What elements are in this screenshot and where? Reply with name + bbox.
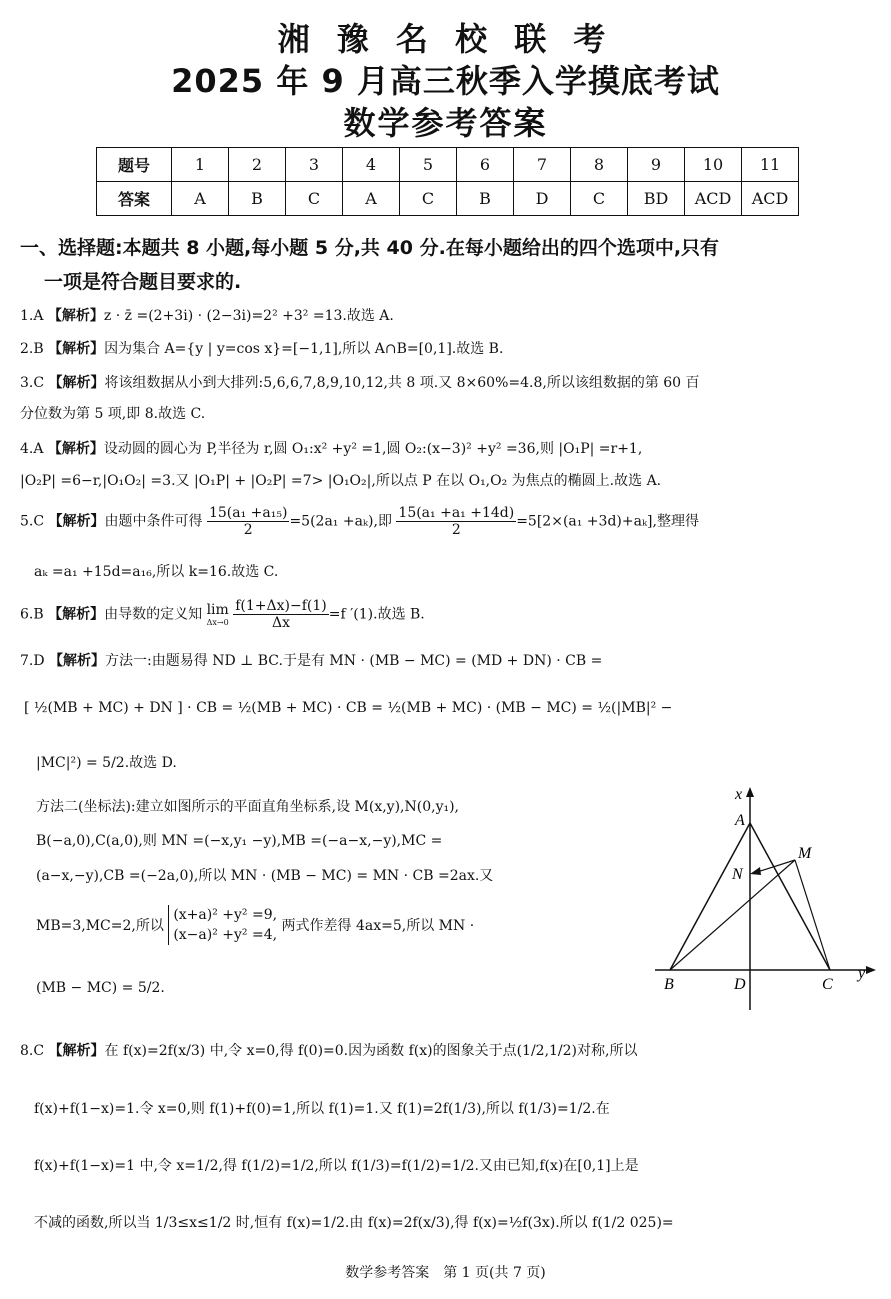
point-label-A: A [735,812,745,829]
q7-tag: 【解析】 [49,653,106,669]
page-footer: 数学参考答案 第 1 页(共 7 页) [345,1265,546,1281]
q7-text-line3: |MC|²) = 5/2.故选 D. [36,755,177,771]
q1-number: 1.A [20,308,44,324]
q2-solution [20,338,503,358]
q8-number: 8.C [20,1043,45,1059]
q7-m2-text-b: 两式作差得 4ax=5,所以 MN · [281,918,475,934]
vector-MN-arrow [750,867,761,875]
q6-text-post: =f ′(1).故选 B. [328,606,425,623]
q5-fraction-1 [207,505,289,538]
fraction-denominator: Δx [271,615,290,631]
q4-tag: 【解析】 [47,441,104,457]
question-number-cell: 1 [172,148,229,182]
question-number-cell: 2 [229,148,286,182]
q2-number: 2.B [20,341,44,357]
exam-title-line2: 2025 年 9 月高三秋季入学摸底考试 [171,62,720,100]
answer-cell: ACD [685,182,742,216]
point-label-M: M [798,845,812,862]
q7-number: 7.D [20,653,45,669]
q7-method2-line4 [36,905,474,945]
question-number-cell: 7 [514,148,571,182]
q6-number: 6.B [20,606,44,623]
answer-cell: BD [628,182,685,216]
q3-text-line2: 分位数为第 5 项,即 8.故选 C. [20,406,206,422]
answer-table-number-row [97,148,799,182]
q2-text: 因为集合 A={y | y=cos x}=[−1,1],所以 A∩B=[0,1].故选 B. [104,341,504,357]
q6-solution [20,598,425,631]
q7-method2-line1: 方法二(坐标法):建立如图所示的平面直角坐标系,设 M(x,y),N(0,y₁), [36,799,460,815]
answer-table-answer-row [97,182,799,216]
q4-text-line1: 设动圆的圆心为 P,半径为 r,圆 O₁:x² +y² =1,圆 O₂:(x−3)² +y² =36,则 |O₁P| =r+1, [103,441,643,457]
q8-tag: 【解析】 [48,1043,105,1059]
q5-number: 5.C [20,513,45,530]
q7-solution [20,650,602,670]
q5-tag: 【解析】 [48,513,105,530]
point-label-B: B [664,976,674,993]
q3-text-line1: 将该组数据从小到大排列:5,6,6,7,8,9,10,12,共 8 项.又 8×60%=4.8,所以该组数据的第 60 百 [104,375,700,391]
exam-title-line1: 湘 豫 名 校 联 考 [277,20,614,58]
answer-cell: B [229,182,286,216]
answer-cell: C [400,182,457,216]
limit-subscript: Δx→0 [206,618,229,627]
q7-text-line2: [ ½(MB + MC) + DN ] · CB = ½(MB + MC) · CB = ½(MB + MC) · (MB − MC) = ½(|MB|² − [24,700,673,716]
answer-cell: B [457,182,514,216]
q8-text-line4: 不减的函数,所以当 1/3≤x≤1/2 时,恒有 f(x)=1/2.由 f(x)=2f(x/3),得 f(x)=½f(3x).所以 f(1/2 025)= [34,1215,674,1231]
q7-method2-line2: B(−a,0),C(a,0),则 MN =(−x,y₁ −y),MB =(−a−x,−y),MC = [36,833,443,849]
limit-symbol: lim [206,602,229,618]
fraction-denominator: 2 [451,522,461,538]
q7-m2-text-a: MB=3,MC=2,所以 [36,918,164,934]
exam-title-line3: 数学参考答案 [343,104,548,142]
answer-cell: D [514,182,571,216]
q5-text-mid1: =5(2a₁ +aₖ),即 [289,513,392,530]
q3-number: 3.C [20,375,45,391]
q1-tag: 【解析】 [47,308,104,324]
equation-2: (x−a)² +y² =4, [173,927,278,943]
q5-text-mid2: =5[2×(a₁ +3d)+aₖ],整理得 [516,513,699,530]
table-header-number: 题号 [97,148,172,182]
point-label-D: D [734,976,746,993]
section-heading-cont: 一项是符合题目要求的. [44,271,242,293]
fraction-denominator: 2 [243,522,253,538]
equation-1: (x+a)² +y² =9, [173,907,278,923]
question-number-cell: 9 [628,148,685,182]
q4-number: 4.A [20,441,44,457]
q1-solution [20,305,394,325]
answer-cell: C [286,182,343,216]
question-number-cell: 10 [685,148,742,182]
fraction-numerator: 15(a₁ +a₁₅) [208,505,288,521]
equation-system [168,905,277,945]
segment-AB [670,823,750,970]
x-axis-arrow [746,787,754,797]
answer-cell: A [343,182,400,216]
q1-text: z · z̄ =(2+3i) · (2−3i)=2² +3² =13.故选 A. [103,308,394,324]
question-number-cell: 11 [742,148,799,182]
q8-solution [20,1040,637,1060]
answer-cell: ACD [742,182,799,216]
point-label-C: C [822,976,833,993]
question-number-cell: 6 [457,148,514,182]
q6-tag: 【解析】 [48,606,105,623]
question-number-cell: 3 [286,148,343,182]
point-label-N: N [732,866,743,883]
q5-solution [20,505,699,538]
question-number-cell: 5 [400,148,457,182]
q6-limit [207,602,229,627]
axis-label-x: x [735,786,743,803]
q5-fraction-2 [396,505,516,538]
axis-label-y: y [858,965,866,982]
q4-solution [20,438,642,458]
q4-text-line2: |O₂P| =6−r,|O₁O₂| =3.又 |O₁P| + |O₂P| =7> |O₁O₂|,所以点 P 在以 O₁,O₂ 为焦点的椭圆上.故选 A. [20,473,662,489]
geometry-figure [650,785,880,1015]
q8-text-line1: 在 f(x)=2f(x/3) 中,令 x=0,得 f(0)=0.因为函数 f(x)的图象关于点(1/2,1/2)对称,所以 [104,1043,638,1059]
q7-text-line1: 方法一:由题易得 ND ⊥ BC.于是有 MN · (MB − MC) = (MD + DN) · CB = [105,653,603,669]
q8-text-line3: f(x)+f(1−x)=1 中,令 x=1/2,得 f(1/2)=1/2,所以 f(1/3)=f(1/2)=1/2.又由已知,f(x)在[0,1]上是 [34,1158,639,1174]
q2-tag: 【解析】 [48,341,105,357]
y-axis-arrow [866,966,876,974]
q8-text-line2: f(x)+f(1−x)=1.令 x=0,则 f(1)+f(0)=1,所以 f(1)=1.又 f(1)=2f(1/3),所以 f(1/3)=1/2.在 [34,1101,610,1117]
fraction-numerator: 15(a₁ +a₁ +14d) [398,505,515,521]
segment-AC [750,823,830,970]
q6-text-pre: 由导数的定义知 [104,606,203,623]
question-number-cell: 8 [571,148,628,182]
q7-method2-line3: (a−x,−y),CB =(−2a,0),所以 MN · (MB − MC) = MN · CB =2ax.又 [36,868,494,884]
q7-method2-line5: (MB − MC) = 5/2. [36,980,165,996]
table-header-answer: 答案 [97,182,172,216]
fraction-numerator: f(1+Δx)−f(1) [235,598,327,614]
q6-fraction [233,598,329,631]
section-heading: 一、选择题:本题共 8 小题,每小题 5 分,共 40 分.在每小题给出的四个选项中,只有 [20,237,720,259]
q5-text-line2: aₖ =a₁ +15d=a₁₆,所以 k=16.故选 C. [34,564,279,580]
answer-table [96,147,799,216]
q3-solution [20,372,700,392]
answer-cell: C [571,182,628,216]
answer-cell: A [172,182,229,216]
q5-text-pre: 由题中条件可得 [104,513,203,530]
question-number-cell: 4 [343,148,400,182]
q3-tag: 【解析】 [48,375,105,391]
